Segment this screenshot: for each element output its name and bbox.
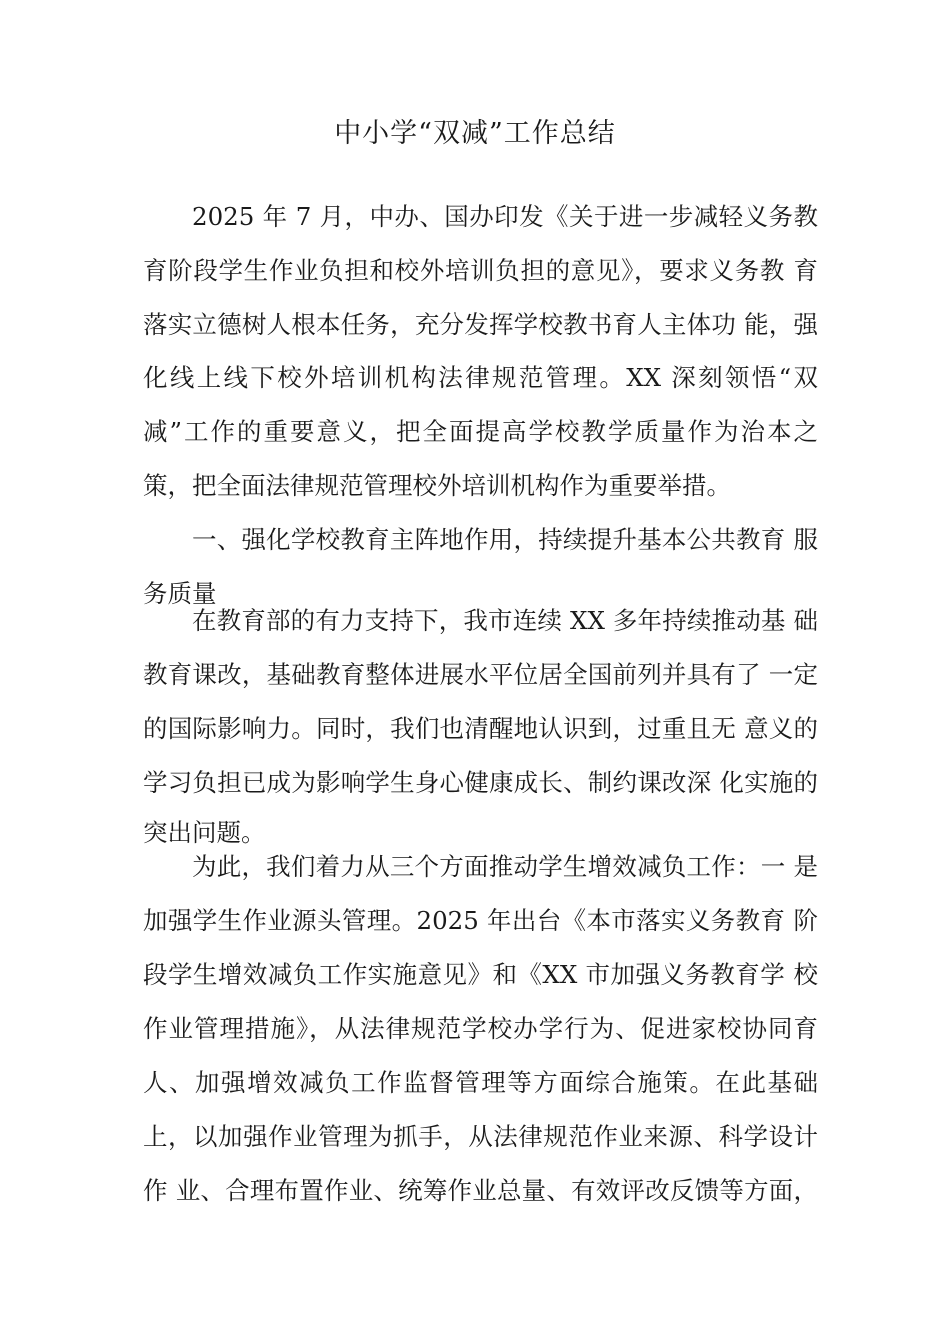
paragraph-line: 作 业、合理布置作业、统筹作业总量、有效评改反馈等方面， [143, 1176, 818, 1205]
section-heading-line: 一、强化学校教育主阵地作用，持续提升基本公共教育 服 [192, 525, 818, 554]
paragraph-line: 化线上线下校外培训机构法律规范管理。XX 深刻领悟“双 [143, 363, 818, 392]
document-title: 中小学“双减”工作总结 [334, 118, 616, 149]
paragraph-line: 落实立德树人根本任务，充分发挥学校教书育人主体功 能，强 [143, 310, 818, 339]
section-heading-line: 务质量 [143, 579, 217, 608]
paragraph-line: 加强学生作业源头管理。2025 年出台《本市落实义务教育 阶 [143, 906, 818, 935]
paragraph-line: 人、加强增效减负工作监督管理等方面综合施策。在此基础 [143, 1068, 818, 1097]
paragraph-line: 突出问题。 [143, 818, 266, 847]
paragraph-line: 减”工作的重要意义，把全面提高学校教学质量作为治本之 [143, 417, 818, 446]
paragraph-line: 作业管理措施》，从法律规范学校办学行为、促进家校协同育 [143, 1014, 818, 1043]
paragraph-line: 为此，我们着力从三个方面推动学生增效减负工作：一 是 [192, 852, 818, 881]
paragraph-line: 2025 年 7 月，中办、国办印发《关于进一步减轻义务教 [192, 202, 818, 231]
paragraph-line: 学习负担已成为影响学生身心健康成长、制约课改深 化实施的 [143, 768, 818, 797]
paragraph-line: 策，把全面法律规范管理校外培训机构作为重要举措。 [143, 471, 731, 500]
paragraph-line: 在教育部的有力支持下，我市连续 XX 多年持续推动基 础 [192, 606, 818, 635]
paragraph-line: 育阶段学生作业负担和校外培训负担的意见》，要求义务教 育 [143, 256, 818, 285]
paragraph-line: 段学生增效减负工作实施意见》和《XX 市加强义务教育学 校 [143, 960, 818, 989]
paragraph-line: 教育课改，基础教育整体进展水平位居全国前列并具有了 一定 [143, 660, 818, 689]
paragraph-line: 的国际影响力。同时，我们也清醒地认识到，过重且无 意义的 [143, 714, 818, 743]
paragraph-line: 上，以加强作业管理为抓手，从法律规范作业来源、科学设计 [143, 1122, 818, 1151]
